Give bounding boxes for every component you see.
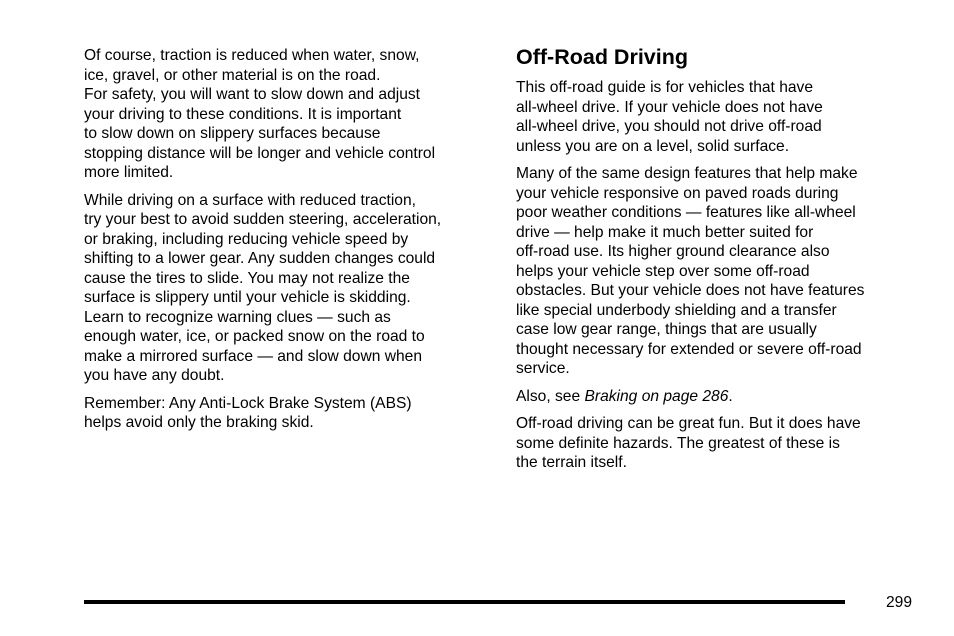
text-line: make a mirrored surface — and slow down when <box>84 347 423 365</box>
paragraph-traction-reduced <box>84 46 494 183</box>
text-line: some definite hazards. The greatest of these is <box>516 434 840 452</box>
also-see-suffix: . <box>728 387 733 405</box>
text-line: or braking, including reducing vehicle speed by <box>84 230 409 248</box>
text-line: This off-road guide is for vehicles that have <box>516 79 814 96</box>
text-line: off-road use. Its higher ground clearance also <box>516 243 830 260</box>
text-line <box>516 387 922 407</box>
paragraph-also-see <box>516 387 922 407</box>
text-line: drive — help make it much better suited for <box>516 223 814 241</box>
text-line: ice, gravel, or other material is on the road. <box>84 66 381 84</box>
text-line: Of course, traction is reduced when water, snow, <box>84 47 420 64</box>
text-line: your vehicle responsive on paved roads during <box>516 184 839 202</box>
text-line: try your best to avoid sudden steering, acceleration, <box>84 211 442 228</box>
text-line: all-wheel drive, you should not drive off-road <box>516 118 822 135</box>
paragraph-abs-remember <box>84 394 494 433</box>
text-line: Learn to recognize warning clues — such as <box>84 308 391 326</box>
footer-rule <box>84 600 845 604</box>
text-line: you have any doubt. <box>84 367 225 384</box>
text-line: stopping distance will be longer and vehicle control <box>84 144 436 162</box>
right-column <box>516 44 922 481</box>
text-line: Many of the same design features that help make <box>516 165 858 182</box>
paragraph-hazards <box>516 414 922 473</box>
text-line: the terrain itself. <box>516 454 627 471</box>
left-column <box>84 46 494 441</box>
text-line: service. <box>516 360 570 377</box>
text-line: Remember: Any Anti-Lock Brake System (ABS) <box>84 394 412 412</box>
text-line: like special underbody shielding and a transfer <box>516 301 837 319</box>
text-line: surface is slippery until your vehicle is skidding. <box>84 289 411 306</box>
text-line: helps your vehicle step over some off-road <box>516 262 810 280</box>
paragraph-reduced-traction-driving <box>84 191 494 386</box>
text-line: case low gear range, things that are usually <box>516 321 817 338</box>
also-see-prefix: Also, see <box>516 387 585 405</box>
page-number: 299 <box>886 594 913 611</box>
text-line: shifting to a lower gear. Any sudden changes could <box>84 250 436 267</box>
text-line: thought necessary for extended or severe off-road <box>516 340 862 358</box>
text-line: poor weather conditions — features like all-wheel <box>516 204 856 221</box>
text-line: helps avoid only the braking skid. <box>84 414 314 431</box>
text-line: While driving on a surface with reduced traction, <box>84 191 416 209</box>
text-line: your driving to these conditions. It is important <box>84 105 402 123</box>
text-line: enough water, ice, or packed snow on the road to <box>84 328 425 345</box>
text-line: to slow down on slippery surfaces because <box>84 125 381 142</box>
text-line: Off-road driving can be great fun. But it does have <box>516 415 861 432</box>
text-line: unless you are on a level, solid surface. <box>516 137 790 155</box>
text-line: all-wheel drive. If your vehicle does not have <box>516 98 823 116</box>
text-line: For safety, you will want to slow down and adjust <box>84 86 421 103</box>
paragraph-off-road-guide <box>516 78 922 156</box>
section-heading: Off-Road Driving <box>516 45 688 69</box>
page-reference-link[interactable]: Braking on page 286 <box>584 387 729 405</box>
text-line: obstacles. But your vehicle does not have features <box>516 282 865 299</box>
text-line: more limited. <box>84 164 174 181</box>
paragraph-design-features <box>516 164 922 379</box>
text-line: cause the tires to slide. You may not realize the <box>84 269 410 287</box>
